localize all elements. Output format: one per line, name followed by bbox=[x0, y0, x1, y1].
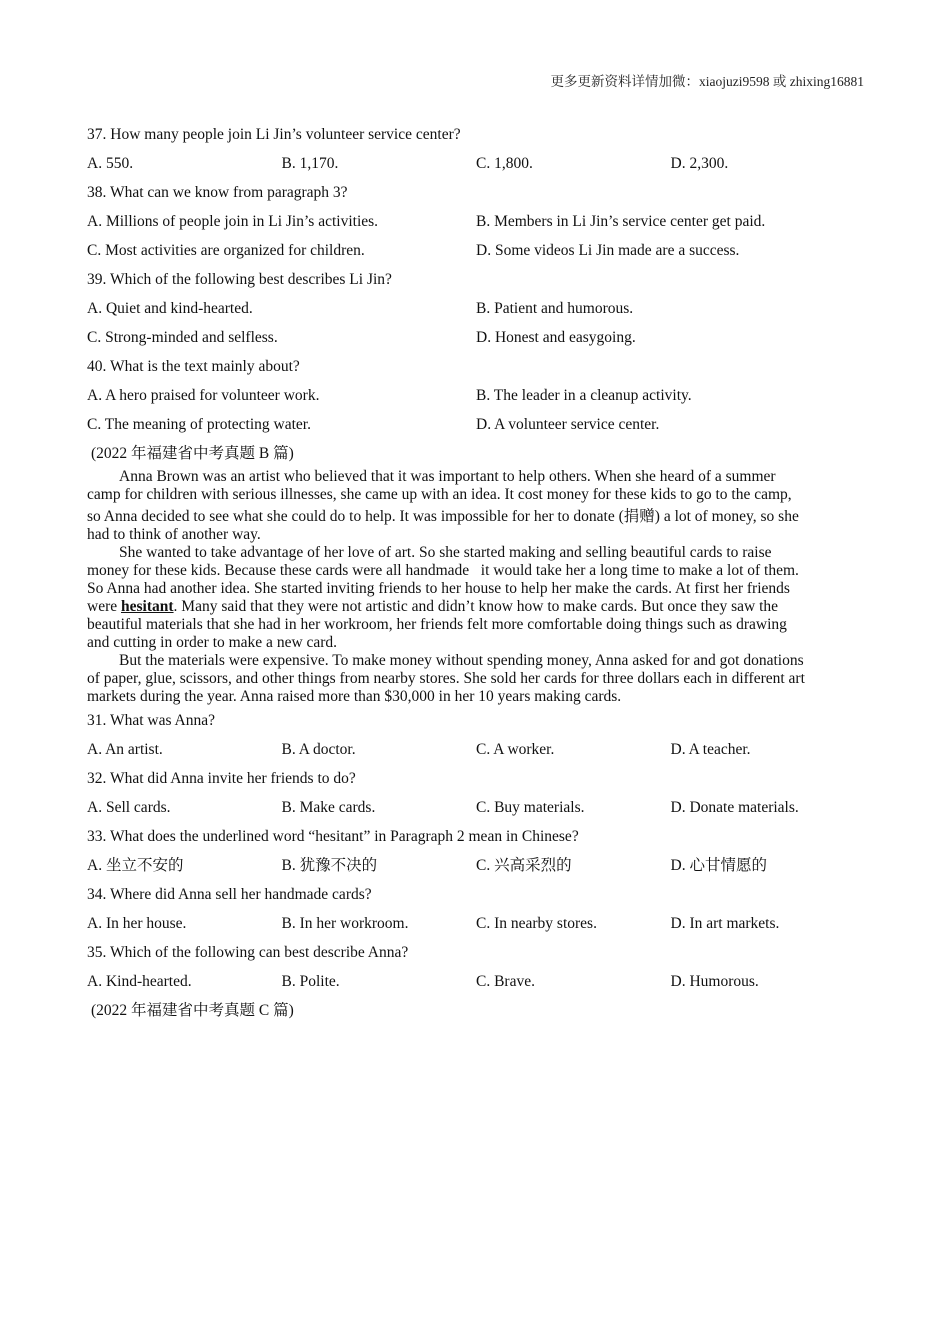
option-d: D. Donate materials. bbox=[670, 799, 799, 816]
option-d: D. A volunteer service center. bbox=[476, 416, 660, 433]
text: were bbox=[87, 598, 121, 615]
paragraph-line: She wanted to take advantage of her love of art. So she started making and selling beautiful cards to raise bbox=[119, 544, 772, 561]
option-b: B. The leader in a cleanup activity. bbox=[476, 387, 692, 404]
option-b: B. 犹豫不决的 bbox=[281, 857, 378, 874]
question-38: 38. What can we know from paragraph 3? bbox=[87, 184, 348, 201]
paragraph-line: so Anna decided to see what she could do to help. It was impossible for her to donate (捐赠) a lot of money, so she bbox=[87, 508, 799, 525]
option-d: D. 2,300. bbox=[670, 155, 729, 172]
paragraph-line: of paper, glue, scissors, and other things from nearby stores. She sold her cards for three dollars each in different art bbox=[87, 670, 805, 687]
paragraph-2 bbox=[87, 544, 865, 652]
option-c: C. In nearby stores. bbox=[476, 915, 597, 932]
paragraph-line: markets during the year. Anna raised more than $30,000 in her 10 years making cards. bbox=[87, 688, 622, 705]
option-c: C. The meaning of protecting water. bbox=[87, 416, 311, 433]
question-33: 33. What does the underlined word “hesitant” in Paragraph 2 mean in Chinese? bbox=[87, 828, 579, 845]
option-d: D. 心甘情愿的 bbox=[670, 857, 767, 874]
option-b: B. 1,170. bbox=[281, 155, 339, 172]
page-header-contact: 更多更新资料详情加微：xiaojuzi9598 或 zhixing16881 bbox=[550, 74, 864, 89]
option-a: A. 550. bbox=[87, 155, 134, 172]
paragraph-line: beautiful materials that she had in her workroom, her friends felt more comfortable doing things such as drawing bbox=[87, 616, 787, 633]
question-38-options-ab bbox=[87, 207, 865, 236]
question-38-options-cd bbox=[87, 236, 865, 265]
text: . Many said that they were not artistic and didn’t know how to make cards. But once they saw the bbox=[173, 598, 779, 615]
question-40-options-ab bbox=[87, 381, 865, 410]
question-33-options bbox=[87, 851, 865, 880]
option-a: A. Kind-hearted. bbox=[87, 973, 192, 990]
paragraph-line: But the materials were expensive. To make money without spending money, Anna asked for and got donations bbox=[119, 652, 804, 669]
option-d: D. A teacher. bbox=[670, 741, 751, 758]
option-a: A. Millions of people join in Li Jin’s activities. bbox=[87, 213, 379, 230]
question-39-options-cd bbox=[87, 323, 865, 352]
option-a: A. A hero praised for volunteer work. bbox=[87, 387, 320, 404]
question-34: 34. Where did Anna sell her handmade cards? bbox=[87, 886, 372, 903]
paragraph-line: camp for children with serious illnesses, she came up with an idea. It cost money for these kids to go to the camp, bbox=[87, 486, 792, 503]
paragraph-line: money for these kids. Because these cards were all handmade it would take her a long time to make a lot of them. bbox=[87, 562, 799, 579]
option-c: C. Buy materials. bbox=[476, 799, 585, 816]
option-b: B. A doctor. bbox=[281, 741, 356, 758]
question-34-options bbox=[87, 909, 865, 938]
option-a: A. Sell cards. bbox=[87, 799, 171, 816]
question-32-options bbox=[87, 793, 865, 822]
option-c: C. 1,800. bbox=[476, 155, 533, 172]
option-d: D. Honest and easygoing. bbox=[476, 329, 636, 346]
paragraph-line-hesitant bbox=[87, 598, 865, 616]
document-content bbox=[87, 120, 865, 1025]
question-35-options bbox=[87, 967, 865, 996]
option-b: B. In her workroom. bbox=[281, 915, 409, 932]
question-37-options bbox=[87, 149, 865, 178]
option-b: B. Members in Li Jin’s service center get paid. bbox=[476, 213, 766, 230]
option-c: C. 兴高采烈的 bbox=[476, 857, 572, 874]
option-c: C. A worker. bbox=[476, 741, 555, 758]
question-40-options-cd bbox=[87, 410, 865, 439]
option-a: A. 坐立不安的 bbox=[87, 857, 184, 874]
option-b: B. Make cards. bbox=[281, 799, 376, 816]
option-a: A. An artist. bbox=[87, 741, 163, 758]
paragraph-line: and cutting in order to make a new card. bbox=[87, 634, 338, 651]
paragraph-line: So Anna had another idea. She started inviting friends to her house to help her make the cards. At first her friends bbox=[87, 580, 790, 597]
section-source-b: (2022 年福建省中考真题 B 篇) bbox=[91, 445, 294, 462]
option-d: D. Some videos Li Jin made are a success. bbox=[476, 242, 740, 259]
question-40: 40. What is the text mainly about? bbox=[87, 358, 300, 375]
option-d: D. Humorous. bbox=[670, 973, 759, 990]
option-b: B. Polite. bbox=[281, 973, 340, 990]
reading-passage bbox=[87, 468, 865, 706]
option-c: C. Strong-minded and selfless. bbox=[87, 329, 278, 346]
option-c: C. Most activities are organized for children. bbox=[87, 242, 365, 259]
option-d: D. In art markets. bbox=[670, 915, 780, 932]
question-32: 32. What did Anna invite her friends to do? bbox=[87, 770, 356, 787]
paragraph-3 bbox=[87, 652, 865, 706]
section-source-c: (2022 年福建省中考真题 C 篇) bbox=[91, 1002, 294, 1019]
paragraph-1 bbox=[87, 468, 865, 544]
question-37: 37. How many people join Li Jin’s volunteer service center? bbox=[87, 126, 461, 143]
question-39: 39. Which of the following best describes Li Jin? bbox=[87, 271, 392, 288]
paragraph-line: had to think of another way. bbox=[87, 526, 261, 543]
underlined-word-hesitant: hesitant bbox=[121, 598, 174, 615]
paragraph-line: Anna Brown was an artist who believed that it was important to help others. When she heard of a summer bbox=[119, 468, 776, 485]
option-a: A. Quiet and kind-hearted. bbox=[87, 300, 253, 317]
option-b: B. Patient and humorous. bbox=[476, 300, 634, 317]
option-c: C. Brave. bbox=[476, 973, 535, 990]
question-31: 31. What was Anna? bbox=[87, 712, 215, 729]
question-35: 35. Which of the following can best describe Anna? bbox=[87, 944, 409, 961]
question-39-options-ab bbox=[87, 294, 865, 323]
option-a: A. In her house. bbox=[87, 915, 187, 932]
question-31-options bbox=[87, 735, 865, 764]
